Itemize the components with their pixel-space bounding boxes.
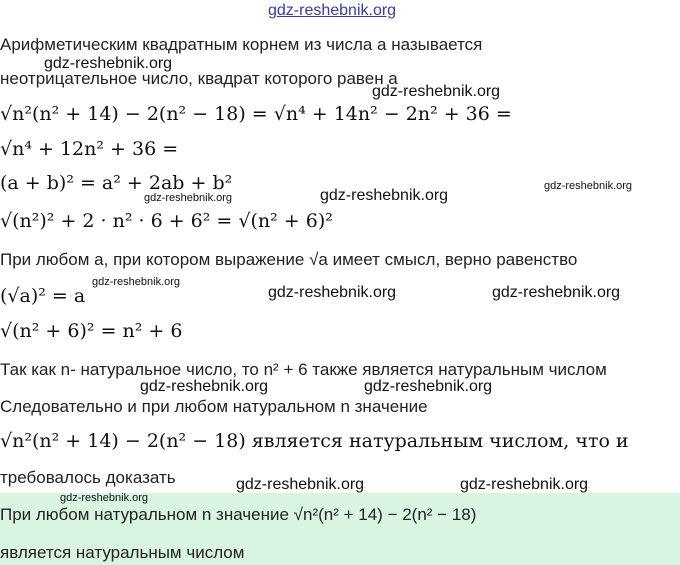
text-line-13: требовалось доказать [0, 468, 176, 487]
answer-line-2: является натуральным числом [0, 543, 245, 562]
text-line-2: неотрицательное число, квадрат которого равен a [0, 69, 398, 88]
math-line-4: √n⁴ + 12n² + 36 = [0, 138, 179, 160]
watermark: gdz-reshebnik.org [364, 378, 493, 395]
watermark: gdz-reshebnik.org [320, 187, 449, 204]
watermark-top: gdz-reshebnik.org [268, 2, 397, 19]
text-line-10: Так как n- натуральное число, то n² + 6 также является натуральным числом [0, 360, 607, 379]
answer-line-1: При любом натуральном n значение √n²(n² + 14) − 2(n² − 18) [0, 505, 477, 524]
watermark: gdz-reshebnik.org [236, 476, 365, 493]
math-line-3: √n²(n² + 14) − 2(n² − 18) = √n⁴ + 14n² − 2n² + 36 = [0, 103, 512, 125]
math-line-9: √(n² + 6)² = n² + 6 [0, 320, 183, 342]
watermark: gdz-reshebnik.org [60, 492, 149, 504]
text-line-7: При любом a, при котором выражение √a имеет смысл, верно равенство [0, 250, 578, 269]
watermark: gdz-reshebnik.org [492, 284, 621, 301]
watermark: gdz-reshebnik.org [44, 55, 173, 72]
math-line-8: (√a)² = a [0, 285, 86, 307]
text-line-1: Арифметическим квадратным корнем из числа a называется [0, 35, 483, 54]
watermark: gdz-reshebnik.org [544, 180, 633, 192]
math-line-6: √(n²)² + 2 · n² · 6 + 6² = √(n² + 6)² [0, 210, 333, 232]
text-line-11: Следовательно и при любом натуральном n значение [0, 397, 428, 416]
watermark: gdz-reshebnik.org [144, 192, 233, 204]
watermark: gdz-reshebnik.org [268, 284, 397, 301]
watermark: gdz-reshebnik.org [460, 476, 589, 493]
watermark: gdz-reshebnik.org [372, 83, 501, 100]
watermark: gdz-reshebnik.org [92, 276, 181, 288]
watermark: gdz-reshebnik.org [140, 378, 269, 395]
math-line-12: √n²(n² + 14) − 2(n² − 18) является натуральным числом, что и [0, 430, 629, 452]
math-line-5: (a + b)² = a² + 2ab + b² [0, 172, 233, 194]
